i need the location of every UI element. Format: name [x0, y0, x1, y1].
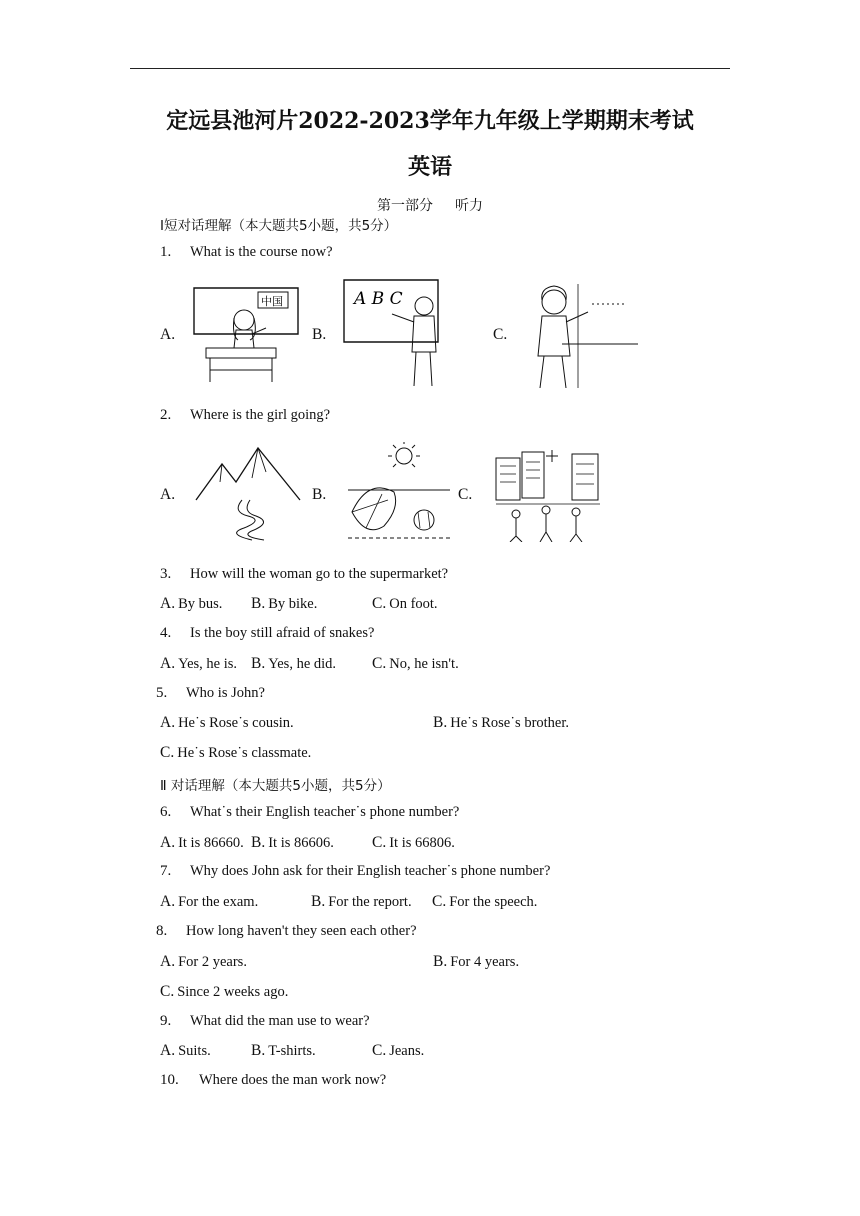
- question-9: [160, 1013, 370, 1030]
- question-text: Is the boy still afraid of snakes?: [190, 625, 375, 641]
- subject-title: 英语: [407, 154, 452, 180]
- q7-option-c: [432, 893, 537, 911]
- option-letter: A.: [160, 893, 176, 910]
- option-text: Yes, he did.: [268, 656, 337, 672]
- option-text: T-shirts.: [268, 1043, 316, 1059]
- option-letter: C.: [372, 595, 387, 612]
- q2-option-b-label: B.: [312, 486, 327, 503]
- q5-option-a: [160, 714, 294, 732]
- option-letter: C.: [372, 834, 387, 851]
- q4-option-c: [372, 655, 459, 673]
- option-letter: B.: [251, 655, 266, 672]
- option-text: By bike.: [268, 596, 318, 612]
- option-letter: B.: [433, 953, 448, 970]
- q4-option-a: [160, 655, 237, 673]
- q9-option-c: [372, 1042, 424, 1060]
- question-10: [160, 1072, 386, 1089]
- option-text: It is 66806.: [389, 835, 455, 851]
- question-text: Why does John ask for their English teacher˙s phone number?: [190, 863, 551, 879]
- section-heading-2: Ⅱ 对话理解（本大题共5小题，共5分）: [160, 778, 391, 794]
- top-rule: [130, 68, 730, 69]
- option-letter: B.: [251, 595, 266, 612]
- option-letter: A.: [160, 655, 176, 672]
- part-heading: [0, 195, 860, 215]
- q2-option-b-image: [344, 442, 454, 542]
- question-number: 8.: [156, 923, 168, 939]
- option-text: He˙s Rose˙s cousin.: [178, 715, 294, 731]
- option-text: For the speech.: [449, 894, 538, 910]
- q7-option-a: [160, 893, 258, 911]
- question-text: How long haven't they seen each other?: [186, 923, 417, 939]
- q6-option-c: [372, 834, 455, 852]
- q5-option-b: [433, 714, 569, 732]
- option-text: It is 86606.: [268, 835, 334, 851]
- question-2: [160, 407, 330, 424]
- option-text: For 2 years.: [178, 954, 247, 970]
- option-letter: B.: [251, 834, 266, 851]
- question-8: [156, 923, 417, 940]
- q3-option-b: [251, 595, 317, 613]
- option-text: Suits.: [178, 1043, 211, 1059]
- question-number: 7.: [160, 863, 172, 879]
- option-text: He˙s Rose˙s classmate.: [177, 745, 312, 761]
- q4-option-b: [251, 655, 336, 673]
- part-name: 听力: [455, 198, 483, 214]
- question-6: [160, 804, 459, 821]
- option-letter: A.: [160, 595, 176, 612]
- q6-option-a: [160, 834, 244, 852]
- q2-option-a-label: A.: [160, 486, 176, 503]
- q8-option-c: [160, 983, 288, 1001]
- q8-option-b: [433, 953, 519, 971]
- question-text: What˙s their English teacher˙s phone number?: [190, 804, 460, 820]
- question-1: [160, 244, 333, 261]
- q2-option-c-label: C.: [458, 486, 473, 503]
- option-letter: B.: [311, 893, 326, 910]
- exam-title: 定远县池河片2022-2023学年九年级上学期期末考试: [166, 108, 694, 134]
- option-text: It is 86660.: [178, 835, 244, 851]
- part-label: 第一部分: [377, 198, 433, 214]
- q3-option-a: [160, 595, 222, 613]
- option-letter: A.: [160, 834, 176, 851]
- q2-option-c-image: [494, 444, 602, 542]
- question-number: 3.: [160, 566, 172, 582]
- option-letter: C.: [372, 655, 387, 672]
- option-text: He˙s Rose˙s brother.: [450, 715, 570, 731]
- question-3: [160, 566, 448, 583]
- q2-option-a-image: [192, 442, 304, 542]
- q8-option-a: [160, 953, 247, 971]
- option-letter: A.: [160, 714, 176, 731]
- option-letter: C.: [372, 1042, 387, 1059]
- question-text: Who is John?: [186, 685, 265, 701]
- q1-option-a-label: A.: [160, 326, 176, 343]
- option-text: For 4 years.: [450, 954, 520, 970]
- q7-option-b: [311, 893, 412, 911]
- q1-option-c-image: [520, 280, 640, 390]
- option-letter: B.: [251, 1042, 266, 1059]
- option-text: Yes, he is.: [178, 656, 238, 672]
- option-letter: A.: [160, 1042, 176, 1059]
- q1-board-text: 中国: [261, 295, 283, 308]
- q9-option-b: [251, 1042, 316, 1060]
- option-text: For the report.: [328, 894, 412, 910]
- q1-option-b-image: [342, 278, 442, 390]
- q6-option-b: [251, 834, 334, 852]
- question-number: 10.: [160, 1072, 179, 1088]
- question-number: 6.: [160, 804, 172, 820]
- option-text: Jeans.: [389, 1043, 425, 1059]
- q1-board-abc: A B C: [354, 289, 403, 309]
- option-letter: C.: [160, 744, 175, 761]
- question-7: [160, 863, 550, 880]
- option-letter: A.: [160, 953, 176, 970]
- question-4: [160, 625, 374, 642]
- q1-option-c-label: C.: [493, 326, 508, 343]
- question-number: 5.: [156, 685, 168, 701]
- question-text: What did the man use to wear?: [190, 1013, 370, 1029]
- question-number: 4.: [160, 625, 172, 641]
- q1-option-a-image: [192, 282, 302, 386]
- question-number: 9.: [160, 1013, 172, 1029]
- q5-option-c: [160, 744, 311, 762]
- option-text: No, he isn't.: [389, 656, 459, 672]
- q1-option-b-label: B.: [312, 326, 327, 343]
- question-number: 1.: [160, 244, 172, 260]
- section-heading-1: Ⅰ短对话理解（本大题共5小题，共5分）: [160, 218, 398, 234]
- option-text: On foot.: [389, 596, 438, 612]
- question-5: [156, 685, 265, 702]
- option-text: By bus.: [178, 596, 223, 612]
- question-text: Where is the girl going?: [190, 407, 331, 423]
- option-letter: B.: [433, 714, 448, 731]
- question-text: How will the woman go to the supermarket?: [190, 566, 449, 582]
- option-letter: C.: [432, 893, 447, 910]
- option-text: For the exam.: [178, 894, 259, 910]
- question-text: Where does the man work now?: [199, 1072, 387, 1088]
- option-text: Since 2 weeks ago.: [177, 984, 289, 1000]
- q3-option-c: [372, 595, 438, 613]
- question-text: What is the course now?: [190, 244, 333, 260]
- q9-option-a: [160, 1042, 211, 1060]
- option-letter: C.: [160, 983, 175, 1000]
- question-number: 2.: [160, 407, 172, 423]
